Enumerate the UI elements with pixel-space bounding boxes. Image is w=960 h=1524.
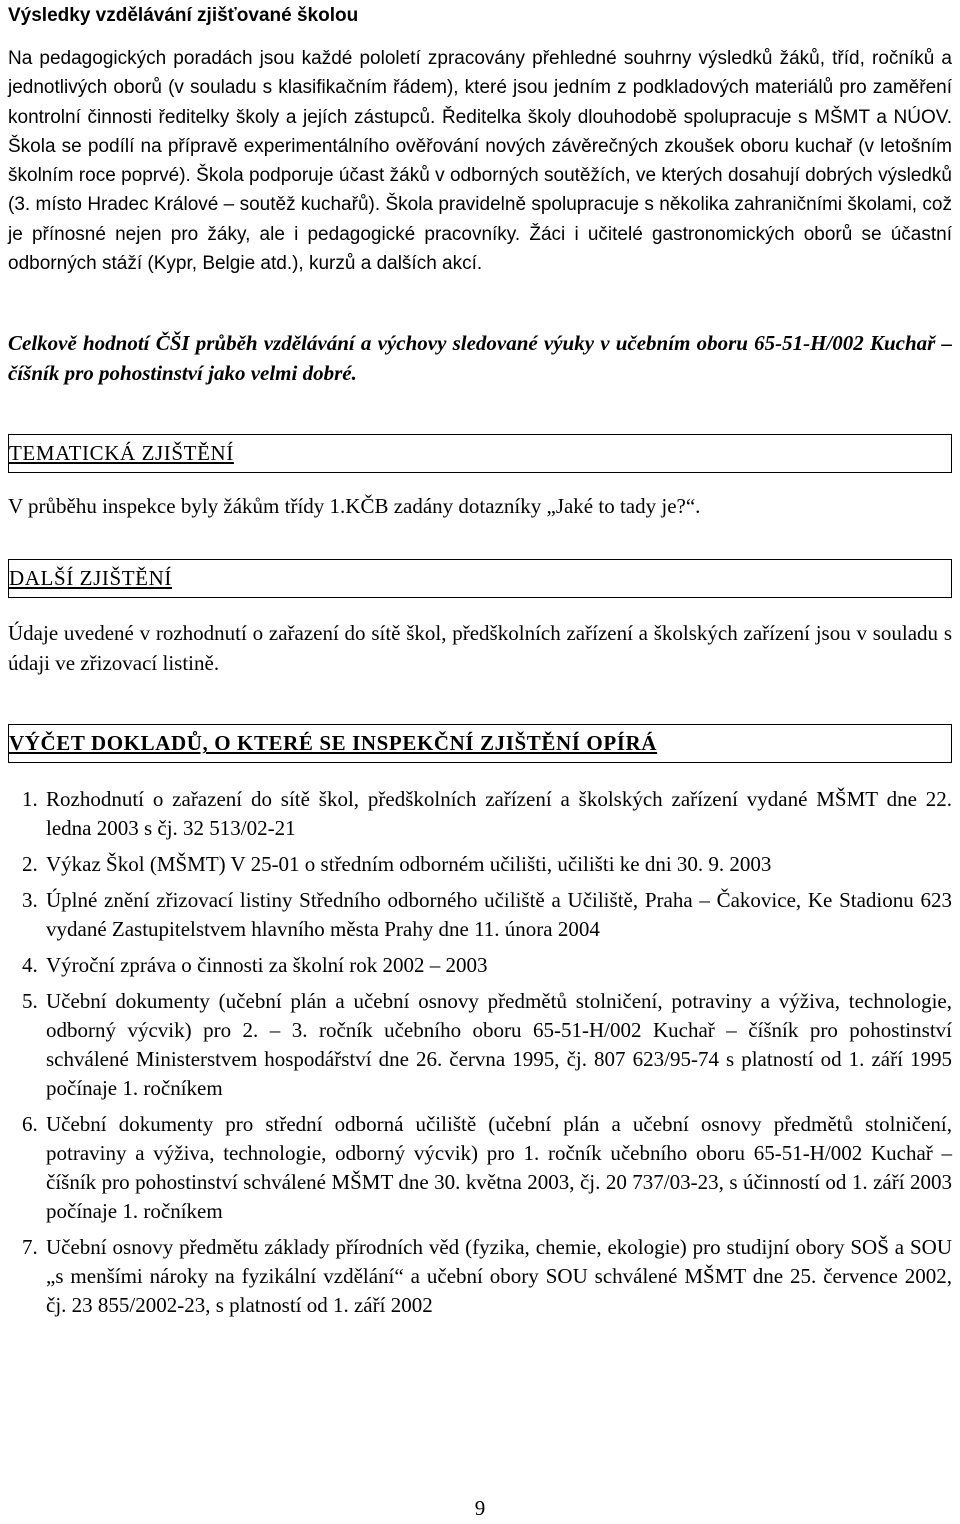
document-item-number: 3. [22,888,38,913]
inspection-conclusion: Celkově hodnotí ČŠI průběh vzdělávání a výchovy sledované výuky v učebním oboru 65-51-H/002 Kuchař – číšník pro pohostinství jako velmi dobré. [8,331,952,386]
document-item [8,987,952,1103]
page-number: 9 [474,1496,486,1520]
document-item-number: 5. [22,989,38,1014]
results-paragraph: Na pedagogických poradách jsou každé pololetí zpracovány přehledné souhrny výsledků žáků, tříd, ročníků a jednotlivých oborů (v souladu s klasifikačním řádem), které jsou jedním z podkladových materiálů pro zaměření kontrolní činnosti ředitelky školy a jejích zástupců. Ředitelka školy dlouhodobě spolupracuje s MŠMT a NÚOV. Škola se podílí na přípravě experimentálního ověřování nových závěrečných zkoušek oboru kuchař (v letošním školním roce poprvé). Škola podporuje účast žáků v odborných soutěžích, ve kterých dosahují dobrých výsledků (3. místo Hradec Králové – soutěž kuchařů). Škola pravidelně spolupracuje s několika zahraničními školami, což je přínosné nejen pro žáky, ale i pedagogické pracovníky. Žáci i učitelé gastronomických oborů se účastní odborných stáží (Kypr, Belgie atd.), kurzů a dalších akcí. [8,48,952,275]
document-item [8,886,952,944]
document-item-text: Výkaz Škol (MŠMT) V 25-01 o středním odborném učilišti, učilišti ke dni 30. 9. 2003 [46,852,772,877]
other-text: Údaje uvedené v rozhodnutí o zařazení do sítě škol, předškolních zařízení a školských zařízení jsou v souladu s údaji ve zřizovací listině. [8,621,952,676]
document-item-text: Výroční zpráva o činnosti za školní rok 2002 – 2003 [46,953,488,978]
document-item [8,951,952,980]
document-page [8,0,952,1327]
document-item-text: Rozhodnutí o zařazení do sítě škol, předškolních zařízení a školských zařízení vydané MŠMT dne 22. ledna 2003 s čj. 32 513/02-21 [46,787,952,841]
document-item [8,850,952,879]
document-item [8,1233,952,1320]
document-item-number: 2. [22,852,38,877]
other-heading: DALŠÍ ZJIŠTĚNÍ [9,566,172,591]
documents-list [8,785,952,1320]
document-item [8,785,952,843]
document-item-number: 1. [22,787,38,812]
documents-heading-box [8,724,952,763]
thematic-text: V průběhu inspekce byly žákům třídy 1.KČB zadány dotazníky „Jaké to tady je?“. [8,494,701,519]
document-item-text: Učební dokumenty (učební plán a učební osnovy předmětů stolničení, potraviny a výživa, technologie, odborný výcvik) pro 2. – 3. ročník učebního oboru 65-51-H/002 Kuchař – číšník pro pohostinství schválené Ministerstvem hospodářství dne 26. června 1995, čj. 807 623/95-74 s platností od 1. září 1995 počínaje 1. ročníkem [46,989,952,1101]
thematic-heading-box [8,434,952,473]
document-item-text: Úplné znění zřizovací listiny Středního odborného učiliště a Učiliště, Praha – Čakovice, Ke Stadionu 623 vydané Zastupitelstvem hlavního města Prahy dne 11. února 2004 [46,888,952,942]
document-item-number: 6. [22,1112,38,1137]
other-heading-box [8,559,952,598]
document-item-text: Učební osnovy předmětu základy přírodních věd (fyzika, chemie, ekologie) pro studijní obory SOŠ a SOU „s menšími nároky na fyzikální vzdělání“ a učební obory SOU schválené MŠMT dne 25. července 2002, čj. 23 855/2002-23, s platností od 1. září 2002 [46,1235,952,1318]
thematic-heading: TEMATICKÁ ZJIŠTĚNÍ [9,441,234,466]
document-item-text: Učební dokumenty pro střední odborná učiliště (učební plán a učební osnovy předmětů stolničení, potraviny a výživa, technologie, odborný výcvik) pro 1. ročník učebního oboru 65-51-H/002 Kuchař – číšník pro pohostinství schválené MŠMT dne 30. května 2003, čj. 20 737/03-23, s účinností od 1. září 2003 počínaje 1. ročníkem [46,1112,952,1224]
documents-heading: VÝČET DOKLADŮ, O KTERÉ SE INSPEKČNÍ ZJIŠTĚNÍ OPÍRÁ [9,731,658,756]
results-title: Výsledky vzdělávání zjišťované školou [8,5,359,26]
document-item-number: 7. [22,1235,38,1260]
document-item [8,1110,952,1226]
document-item-number: 4. [22,953,38,978]
